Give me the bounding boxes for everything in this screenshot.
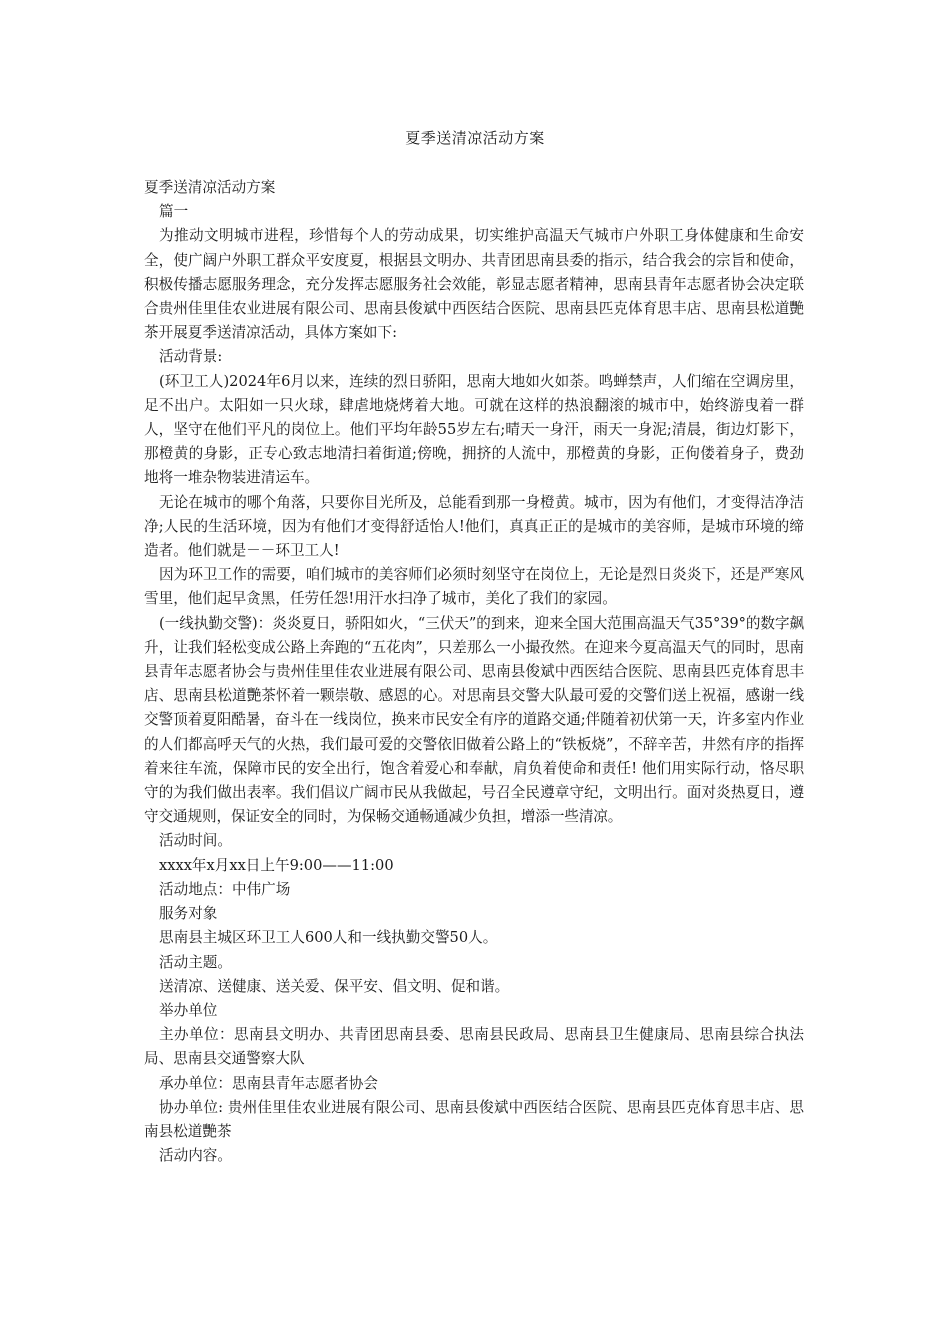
time-heading: 活动时间。 xyxy=(159,832,232,850)
background-heading: 活动背景: xyxy=(159,348,223,366)
theme-value: 送清凉、送健康、送关爱、保平安、倡文明、促和谐。 xyxy=(159,977,510,995)
target-heading: 服务对象 xyxy=(159,905,218,923)
co-organizer-units: 协办单位: 贵州佳里佳农业进展有限公司、思南县俊斌中西医结合医院、思南县匹克体育思丰店、思南县松道艷茶 xyxy=(144,1098,804,1140)
intro-paragraph: 为推动文明城市进程，珍惜每个人的劳动成果，切实维护高温天气城市户外职工身体健康和生命安全，使广阔户外职工群众平安度夏，根据县文明办、共青团思南县委的指示，结合我会的宗旨和使命，积极传播志愿服务理念，充分发挥志愿服务社会效能，彰显志愿者精神，思南县青年志愿者协会决定联合贵州佳里佳农业进展有限公司、思南县俊斌中西医结合医院、思南县匹克体育思丰店、思南县松道艷茶开展夏季送清凉活动，具体方案如下: xyxy=(144,227,804,342)
theme-heading: 活动主题。 xyxy=(159,953,232,971)
background-paragraph-duty: 因为环卫工作的需要，咱们城市的美容师们必须时刻坚守在岗位上，无论是烈日炎炎下，还是严寒风雪里，他们起早贪黑，任劳任怨!用汗水扫净了城市，美化了我们的家园。 xyxy=(144,566,804,608)
document-body xyxy=(144,176,804,1168)
content-heading: 活动内容。 xyxy=(159,1147,232,1165)
background-paragraph-city: 无论在城市的哪个角落，只要你目光所及，总能看到那一身橙黄。城市，因为有他们，才变得洁净洁净;人民的生活环境，因为有他们才变得舒适怡人!他们，真真正正的是城市的美容师，是城市环境的缔造者。他们就是－－环卫工人! xyxy=(144,493,804,560)
organizer-heading: 举办单位 xyxy=(159,1001,218,1019)
target-value: 思南县主城区环卫工人600人和一线执勤交警50人。 xyxy=(159,929,498,947)
time-value: xxxx年x月xx日上午9:00——11:00 xyxy=(159,856,394,874)
document-subtitle: 夏季送清凉活动方案 xyxy=(144,179,276,196)
background-paragraph-sanitation: (环卫工人)2024年6月以来，连续的烈日骄阳，思南大地如火如荼。鸣蝉禁声，人们缩在空调房里，足不出户。太阳如一只火球，肆虐地烧烤着大地。可就在这样的热浪翻滚的城市中，始终游曳着一群人，坚守在他们平凡的岗位上。他们平均年龄55岁左右;晴天一身汗，雨天一身泥;清晨，街边灯影下，那橙黄的身影，正专心致志地清扫着街道;傍晚，拥挤的人流中，那橙黄的身影，正佝偻着身子，费劲地将一堆杂物装进清运车。 xyxy=(144,372,804,487)
place-line: 活动地点：中伟广场 xyxy=(159,880,291,898)
undertaker-unit: 承办单位：思南县青年志愿者协会 xyxy=(159,1074,378,1092)
page-title: 夏季送清凉活动方案 xyxy=(405,129,545,147)
host-units: 主办单位：思南县文明办、共青团思南县委、思南县民政局、思南县卫生健康局、思南县综合执法局、思南县交通警察大队 xyxy=(144,1026,804,1068)
background-paragraph-police: (一线执勤交警)：炎炎夏日，骄阳如火，“三伏天”的到来，迎来全国大范围高温天气35°39°的数字飙升，让我们轻松变成公路上奔跑的“五花肉”，只差那么一小撮孜然。在迎来今夏高温天气的同时，思南县青年志愿者协会与贵州佳里佳农业进展有限公司、思南县俊斌中西医结合医院、思南县匹克体育思丰店、思南县松道艷茶怀着一颗崇敬、感恩的心。对思南县交警大队最可爱的交警们送上祝福，感谢一线交警顶着夏阳酷暑，奋斗在一线岗位，换来市民安全有序的道路交通;伴随着初伏第一天，许多室内作业的人们都高呼天气的火热，我们最可爱的交警依旧做着公路上的“铁板烧”，不辞辛苦，井然有序的指挥着来往车流，保障市民的安全出行，饱含着爱心和奉献，肩负着使命和责任! 他们用实际行动，恪尽职守的为我们做出表率。我们倡议广阔市民从我做起，号召全民遵章守纪，文明出行。面对炎热夏日，遵守交通规则，保证安全的同时，为保畅交通畅通减少负担，增添一些清凉。 xyxy=(144,614,804,826)
part-heading: 篇一 xyxy=(159,203,189,221)
